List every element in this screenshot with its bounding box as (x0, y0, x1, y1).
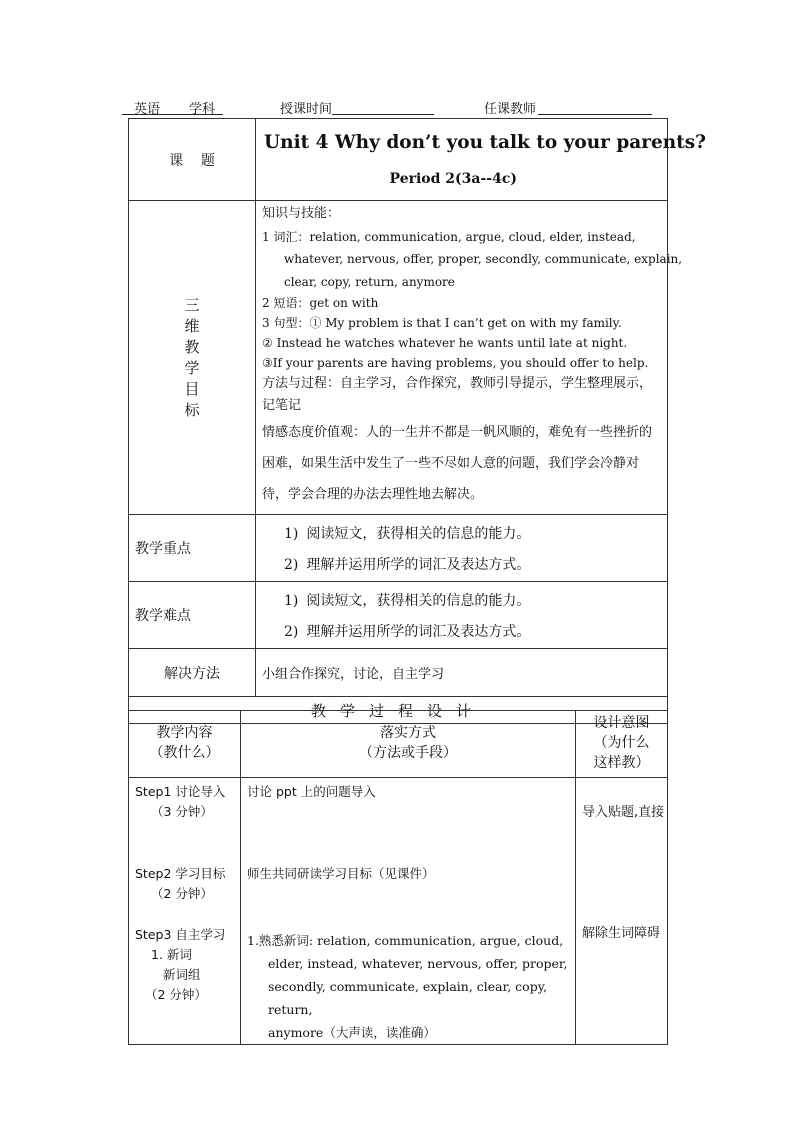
subject-value: 英语 (134, 102, 161, 117)
difficult-point-item: 1) 阅读短文，获得相关的信息的能力。 (284, 593, 531, 609)
objectives-label-char: 学 (184, 358, 200, 377)
topic-label: 课 题 (129, 119, 256, 201)
step3-time: （2 分钟） (145, 987, 207, 1002)
intents-cell (576, 778, 668, 1045)
vocab-line: 1 词汇：relation, communication, argue, cloud, elder, instead, (262, 229, 636, 244)
objectives-label-char: 三 (184, 295, 200, 314)
emotion-attitude: 情感态度价值观：人的一生并不都是一帆风顺的，难免有一些挫折的困难，如果生活中发生了一些不尽如人意的问题，我们学会冷静对待，学会合理的办法去理性地去解决。 (262, 425, 653, 502)
difficult-points-list (256, 582, 668, 649)
vocab-line: whatever, nervous, offer, proper, secondly, communicate, explain, (284, 252, 683, 266)
objectives-content (256, 201, 683, 515)
header-line: 教学内容 (156, 725, 213, 741)
key-point-item: 2) 理解并运用所学的词汇及表达方式。 (284, 557, 531, 573)
step1-title: Step1 讨论导入 (135, 784, 226, 799)
sentence-line: ② Instead he watches whatever he wants until late at night. (262, 336, 628, 350)
teacher-label: 任课教师 (484, 102, 537, 117)
objectives-label-char: 维 (184, 316, 200, 335)
method-step3-line: anymore（大声读，读准确） (268, 1025, 436, 1040)
method-step3-line: 1.熟悉新词: relation, communication, argue, cloud, (247, 933, 564, 948)
period-label: Period 2(3a--4c) (389, 171, 517, 187)
header-line: 设计意图 (593, 715, 650, 731)
method-step3-line: secondly, communicate, explain, clear, copy, return, (268, 979, 548, 1017)
process-header-row (129, 711, 668, 778)
sentence-line: ③If your parents are having problems, you should offer to help. (262, 356, 649, 370)
header-line: 落实方式 (380, 725, 436, 741)
class-time-label: 授课时间 (280, 102, 333, 117)
vocab-line: clear, copy, return, anymore (284, 274, 455, 289)
step2-title: Step2 学习目标 (135, 866, 226, 881)
phrases-line: 2 短语：get on with (262, 296, 379, 310)
subject-suffix: 学科 (189, 102, 216, 117)
topic-row (129, 119, 668, 201)
unit-title: Unit 4 Why don’t you talk to your parents? (264, 132, 707, 153)
intent-step1: 导入贴题,直接 (582, 805, 665, 820)
objectives-label-char: 目 (184, 379, 200, 398)
teacher-field[interactable] (538, 98, 652, 115)
objectives-label-char: 标 (184, 400, 200, 419)
step1-time: （3 分钟） (151, 804, 213, 819)
solution-label: 解决方法 (129, 649, 256, 697)
methods-cell (241, 778, 576, 1045)
method-step3 (247, 929, 575, 1044)
intent-column-header (576, 711, 668, 778)
method-step1: 讨论 ppt 上的问题导入 (247, 784, 376, 799)
method-step3-line: elder, instead, whatever, nervous, offer, proper, (268, 956, 568, 971)
header-line: （为什么 (593, 735, 650, 751)
objectives-label-cell (129, 201, 256, 515)
step3-title: Step3 自主学习 (135, 927, 226, 942)
difficult-points-row (129, 582, 668, 649)
key-points-list (256, 515, 668, 582)
lesson-plan-table (128, 118, 707, 724)
step2-time: （2 分钟） (151, 886, 213, 901)
step3-sub: 1. 新词 (151, 947, 192, 962)
steps-cell (129, 778, 241, 1045)
key-point-item: 1) 阅读短文，获得相关的信息的能力。 (284, 526, 531, 542)
process-design-title: 教学过程设计 (129, 697, 668, 724)
knowledge-title: 知识与技能： (262, 206, 341, 221)
difficult-point-item: 2) 理解并运用所学的词汇及表达方式。 (284, 624, 531, 640)
objectives-row (129, 201, 668, 515)
process-table (128, 710, 668, 1045)
topic-cell (256, 119, 707, 201)
key-points-label: 教学重点 (129, 515, 256, 582)
objectives-label (129, 295, 255, 421)
header-line: 这样教） (593, 755, 650, 771)
header-line: （教什么） (149, 745, 220, 761)
solution-value: 小组合作探究，讨论，自主学习 (256, 649, 668, 697)
process-method: 方法与过程：自主学习，合作探究，教师引导提示，学生整理展示，记笔记 (262, 376, 653, 413)
content-column-header (129, 711, 241, 778)
key-points-row (129, 515, 668, 582)
step3-sub: 新词组 (163, 967, 201, 982)
method-step2: 师生共同研读学习目标（见课件） (247, 866, 435, 881)
difficult-points-label: 教学难点 (129, 582, 256, 649)
method-column-header (241, 711, 576, 778)
process-body-row (129, 778, 668, 1045)
objectives-label-char: 教 (184, 337, 200, 356)
class-time-field[interactable] (332, 98, 434, 115)
intent-step3: 解除生词障碍 (582, 926, 661, 941)
solution-row (129, 649, 668, 697)
header-line: （方法或手段） (359, 745, 457, 761)
document-header (122, 98, 662, 116)
sentence-line: 3 句型：① My problem is that I can’t get on with my family. (262, 316, 622, 330)
